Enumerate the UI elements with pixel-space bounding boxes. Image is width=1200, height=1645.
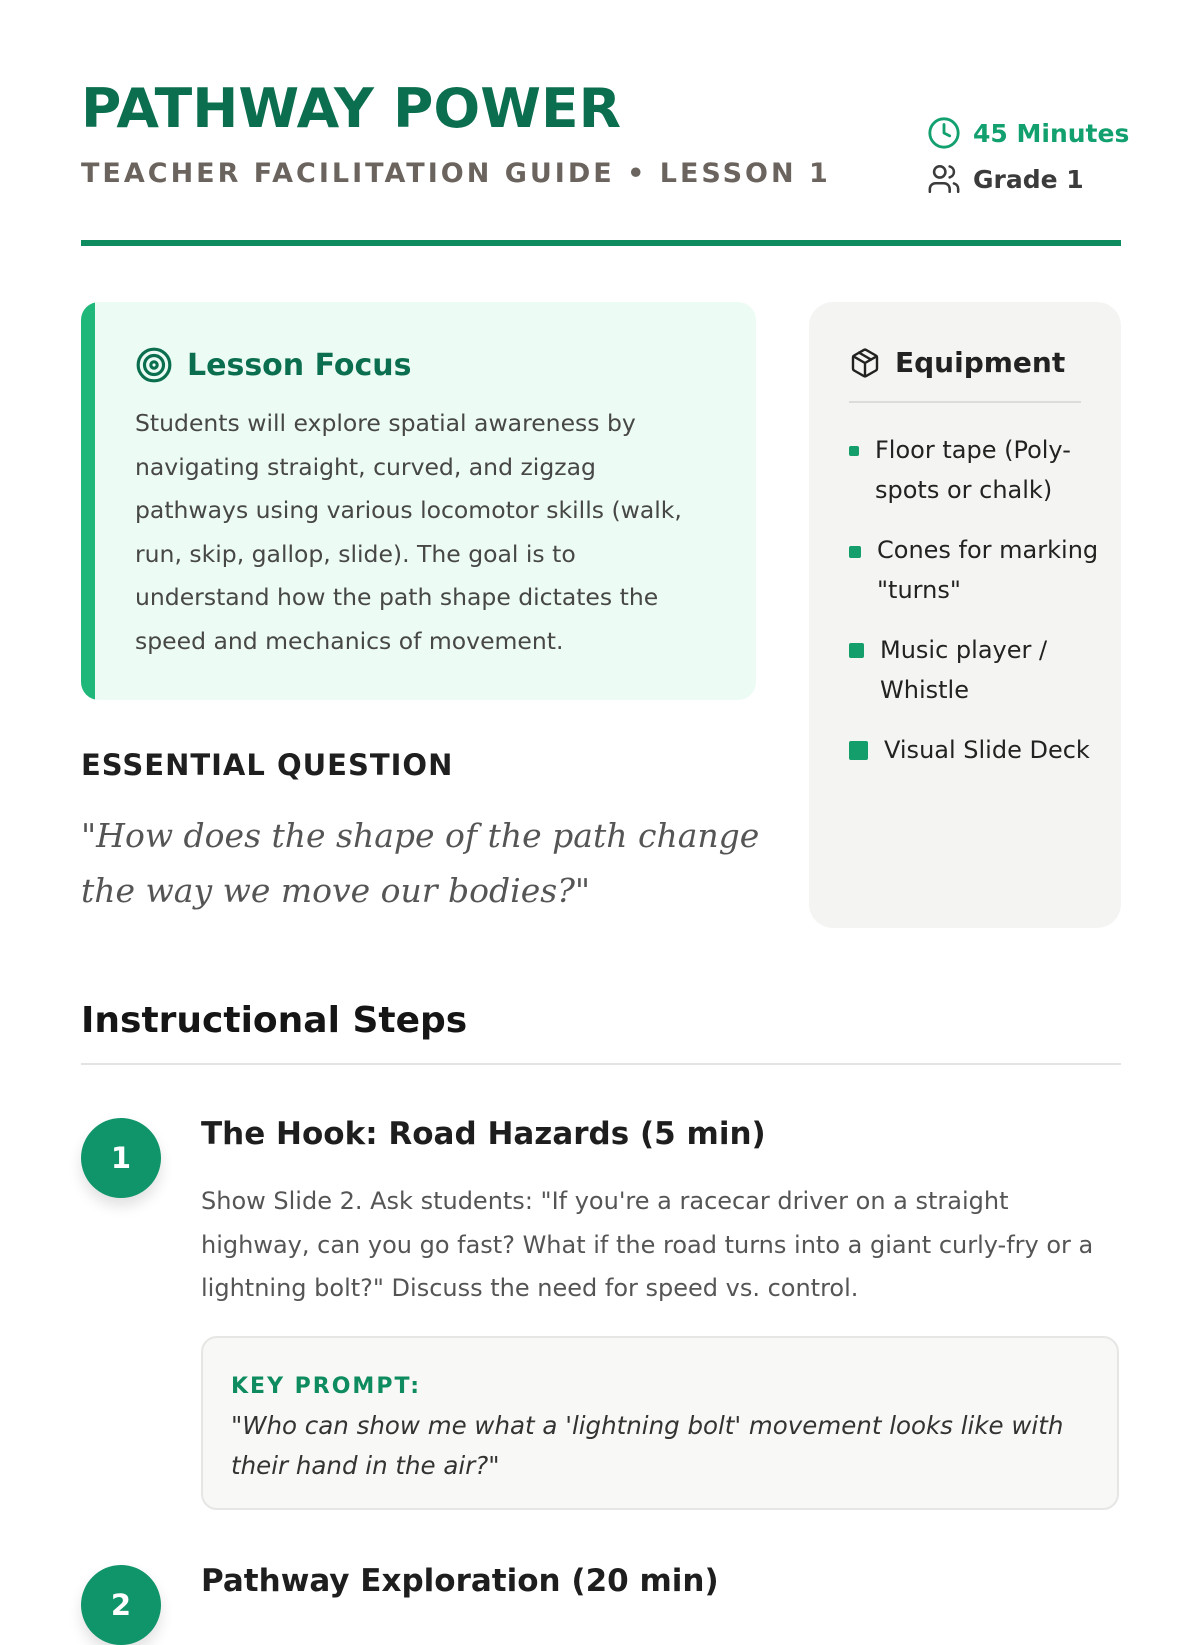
grade-row (927, 162, 1127, 196)
essential-question-text: "How does the shape of the path change the way we move our bodies?" (81, 816, 760, 910)
page-subtitle: TEACHER FACILITATION GUIDE • LESSON 1 (81, 158, 831, 189)
key-prompt-label: KEY PROMPT: (231, 1374, 422, 1399)
duration-text: 45 Minutes (973, 118, 1130, 148)
equipment-header (849, 346, 1065, 379)
focus-body: Students will explore spatial awareness by navigating straight, curved, and zigzag pathways using various locomotor skills (walk, run, skip, gallop, slide). The goal is to understand how the path shape dictates the speed and mechanics of movement. (135, 409, 682, 655)
step-description: Show Slide 2. Ask students: "If you're a racecar driver on a straight highway, can you go fast? What if the road turns into a giant curly-fry or a lightning bolt?" Discuss the need for speed vs. control. (201, 1187, 1094, 1302)
focus-header (135, 346, 411, 384)
equipment-item: Floor tape (Poly-spots or chalk) (849, 430, 1099, 510)
lesson-meta (927, 116, 1130, 208)
equipment-item: Cones for marking "turns" (849, 530, 1099, 610)
equipment-list (849, 430, 1099, 790)
users-icon (927, 162, 961, 196)
bullet-icon (849, 546, 861, 558)
key-prompt-box (201, 1336, 1119, 1510)
step-title: The Hook: Road Hazards (5 min) (201, 1116, 766, 1152)
bullet-icon (849, 643, 864, 658)
grade-text: Grade 1 (973, 164, 1084, 194)
focus-accent-bar (81, 302, 95, 700)
package-icon (849, 347, 881, 379)
duration-row (927, 116, 1130, 150)
steps-title: Instructional Steps (81, 1000, 468, 1041)
equipment-title: Equipment (895, 346, 1066, 379)
essential-question-label: ESSENTIAL QUESTION (81, 748, 454, 782)
equipment-divider (849, 401, 1081, 403)
step-title: Pathway Exploration (20 min) (201, 1563, 719, 1599)
focus-title: Lesson Focus (187, 347, 412, 383)
header-divider (81, 240, 1121, 246)
key-prompt-text: "Who can show me what a 'lightning bolt' movement looks like with their hand in the air?" (231, 1411, 1064, 1480)
steps-divider (81, 1063, 1121, 1065)
step-number-badge: 1 (81, 1118, 161, 1198)
clock-icon (927, 116, 961, 150)
step-number-badge: 2 (81, 1565, 161, 1645)
target-icon (135, 346, 173, 384)
equipment-item: Music player / Whistle (849, 630, 1099, 710)
equipment-card (809, 302, 1121, 928)
equipment-item: Visual Slide Deck (849, 730, 1099, 770)
page-title: PATHWAY POWER (81, 77, 622, 140)
lesson-focus-card (81, 302, 756, 700)
bullet-icon (849, 741, 868, 760)
bullet-icon (849, 446, 859, 456)
